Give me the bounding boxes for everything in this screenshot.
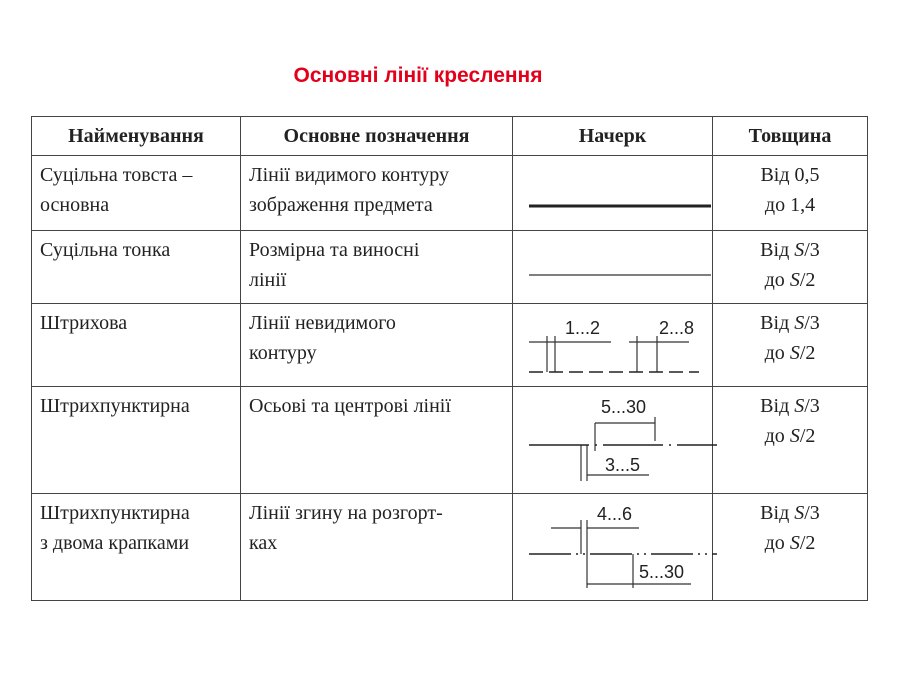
row-name-line: з двома крапками bbox=[40, 532, 190, 554]
dimension-label: 5...30 bbox=[601, 397, 647, 417]
row-thickness-line: до S/2 bbox=[764, 425, 816, 447]
row-name-line: Суцільна тонка bbox=[40, 239, 171, 261]
row-thickness-line: до S/2 bbox=[764, 532, 816, 554]
row-thickness bbox=[713, 156, 868, 231]
table-row bbox=[32, 387, 868, 494]
row-thickness bbox=[713, 304, 868, 387]
dimension-label: 2...8 bbox=[659, 318, 695, 338]
row-purpose-line: зображення предмета bbox=[249, 194, 433, 216]
row-name bbox=[32, 304, 241, 387]
row-thickness bbox=[713, 387, 868, 494]
row-purpose bbox=[241, 156, 513, 231]
table-row bbox=[32, 494, 868, 601]
row-purpose bbox=[241, 387, 513, 494]
line-sample-thick bbox=[513, 156, 713, 231]
row-name-line: Штрихова bbox=[40, 312, 128, 334]
row-name-line: основна bbox=[40, 194, 110, 216]
row-purpose bbox=[241, 231, 513, 304]
page-title: Основні лінії креслення bbox=[293, 64, 543, 87]
row-purpose-line: ках bbox=[249, 532, 278, 554]
row-name-line: Суцільна товста – bbox=[40, 164, 193, 186]
line-sample-dashed bbox=[513, 304, 713, 387]
line-types-table bbox=[31, 116, 868, 601]
row-thickness-line: Від S/3 bbox=[760, 239, 820, 261]
line-sample-thin bbox=[513, 231, 713, 304]
table-row bbox=[32, 231, 868, 304]
dimension-label: 3...5 bbox=[605, 455, 641, 475]
header-purpose: Основне позначення bbox=[241, 117, 513, 156]
line-sample-dash-two-dots bbox=[513, 494, 713, 601]
row-purpose-line: Лінії видимого контуру bbox=[249, 164, 449, 186]
row-name-line: Штрихпунктирна bbox=[40, 502, 190, 524]
row-thickness-line: Від S/3 bbox=[760, 312, 820, 334]
row-purpose bbox=[241, 494, 513, 601]
table-row bbox=[32, 156, 868, 231]
row-name-line: Штрихпунктирна bbox=[40, 395, 190, 417]
row-thickness-line: Від S/3 bbox=[760, 502, 820, 524]
row-name bbox=[32, 387, 241, 494]
table-header-row bbox=[32, 117, 868, 156]
line-sample-dash-dot bbox=[513, 387, 713, 494]
header-name: Найменування bbox=[32, 117, 241, 156]
row-purpose-line: Лінії згину на розгорт- bbox=[249, 502, 443, 524]
dimension-label: 4...6 bbox=[597, 504, 633, 524]
dimension-label: 1...2 bbox=[565, 318, 601, 338]
header-sample: Начерк bbox=[513, 117, 713, 156]
row-thickness-line: Від S/3 bbox=[760, 395, 820, 417]
row-purpose-line: лінії bbox=[249, 269, 287, 291]
row-purpose-line: Лінії невидимого bbox=[249, 312, 396, 334]
row-thickness-line: до 1,4 bbox=[764, 194, 816, 216]
row-name bbox=[32, 494, 241, 601]
table-row bbox=[32, 304, 868, 387]
dimension-label: 5...30 bbox=[639, 562, 685, 582]
header-thickness: Товщина bbox=[713, 117, 868, 156]
row-thickness-line: до S/2 bbox=[764, 342, 816, 364]
row-name bbox=[32, 156, 241, 231]
row-thickness bbox=[713, 231, 868, 304]
row-purpose-line: Розмірна та виносні bbox=[249, 239, 420, 261]
row-name bbox=[32, 231, 241, 304]
row-thickness-line: до S/2 bbox=[764, 269, 816, 291]
row-purpose-line: контуру bbox=[249, 342, 317, 364]
row-purpose-line: Осьові та центрові лінії bbox=[249, 395, 451, 417]
row-thickness bbox=[713, 494, 868, 601]
row-thickness-line: Від 0,5 bbox=[760, 164, 820, 186]
row-purpose bbox=[241, 304, 513, 387]
